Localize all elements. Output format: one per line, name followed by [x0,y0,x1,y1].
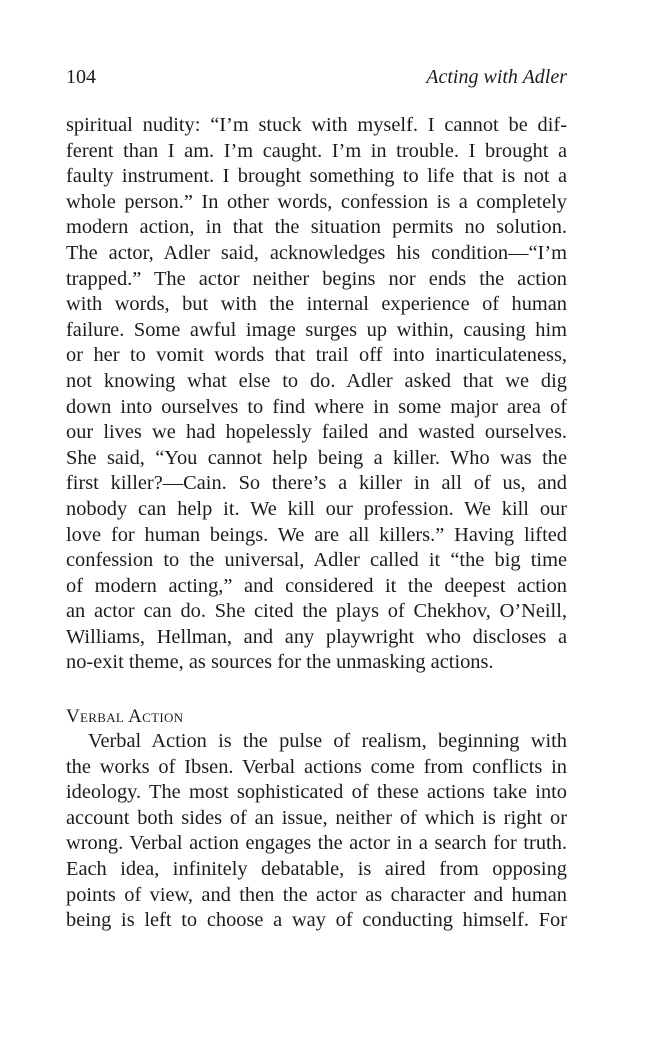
text-line: She said, “You cannot help being a killer. Who was the [66,446,567,469]
text-line: not knowing what else to do. Adler asked that we dig [66,369,567,392]
text-line: ferent than I am. I’m caught. I’m in trouble. I brought a [66,139,567,162]
text-line: account both sides of an issue, neither of which is right or [66,806,567,829]
text-line: ideology. The most sophisticated of these actions take into [66,781,567,804]
text-line: being is left to choose a way of conducting himself. For [66,909,567,932]
text-line: The actor, Adler said, acknowledges his condition—“I’m [66,241,567,264]
text-line: the works of Ibsen. Verbal actions come from conflicts in [66,755,567,778]
text-line: trapped.” The actor neither begins nor ends the action [66,267,567,290]
text-line: confession to the universal, Adler called it “the big time [66,549,567,572]
paragraph-verbal-action [66,729,567,934]
text-line: Each idea, infinitely debatable, is aired from opposing [66,857,567,880]
text-line: nobody can help it. We kill our profession. We kill our [66,497,567,520]
text-line: points of view, and then the actor as character and human [66,883,567,906]
text-line: love for human beings. We are all killers.” Having lifted [66,523,567,546]
text-line: Verbal Action is the pulse of realism, beginning with [88,730,567,752]
text-line: faulty instrument. I brought something to life that is not a [66,165,567,188]
text-line: no-exit theme, as sources for the unmasking actions. [66,651,494,674]
section-heading: Verbal Action [66,706,184,727]
running-head [66,62,567,92]
text-line: first killer?—Cain. So there’s a killer in all of us, and [66,472,567,495]
text-line: wrong. Verbal action engages the actor in a search for truth. [66,832,567,855]
text-line: Williams, Hellman, and any playwright who discloses a [66,625,567,648]
text-line: whole person.” In other words, confession is a completely [66,190,567,213]
text-line: spiritual nudity: “I’m stuck with myself. I cannot be dif- [66,114,567,136]
text-line: modern action, in that the situation permits no solution. [66,216,567,239]
paragraph-confession [66,113,567,676]
text-line: failure. Some awful image surges up within, causing him [66,318,567,341]
page-number: 104 [66,66,96,88]
text-line: or her to vomit words that trail off into inarticulateness, [66,344,567,367]
text-line: with words, but with the internal experience of human [66,293,567,316]
text-line: down into ourselves to find where in some major area of [66,395,567,418]
text-line: our lives we had hopelessly failed and wasted ourselves. [66,421,567,444]
text-line: of modern acting,” and considered it the deepest action [66,574,567,597]
text-line: an actor can do. She cited the plays of Chekhov, O’Neill, [66,600,567,623]
running-title: Acting with Adler [426,66,567,88]
